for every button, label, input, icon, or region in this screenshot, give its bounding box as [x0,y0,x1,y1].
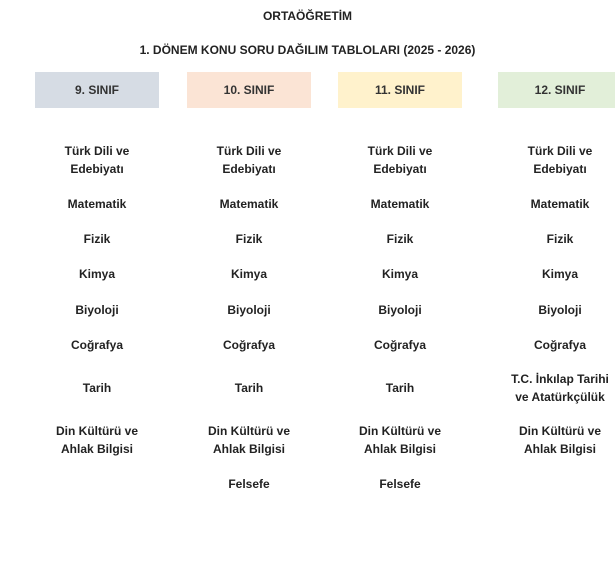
subject-kimya: Kimya [78,267,116,281]
subject-fizik: Fizik [546,232,574,246]
subject-matematik: Matematik [370,197,430,211]
subject-cografya: Coğrafya [373,338,426,352]
subject-turk-dili: Türk Dili ve Edebiyatı [527,144,593,176]
grade-header-11: 11. SINIF [338,72,462,108]
subject-biyoloji: Biyoloji [538,303,582,317]
subject-tarih: Tarih [234,381,264,395]
grade-header-10: 10. SINIF [187,72,311,108]
subject-din-kulturu: Din Kültürü ve Ahlak Bilgisi [358,424,441,456]
page-title: ORTAÖĞRETİM [262,9,353,23]
subject-cografya: Coğrafya [70,338,123,352]
subject-biyoloji: Biyoloji [378,303,422,317]
subject-fizik: Fizik [386,232,414,246]
subject-tarih: T.C. İnkılap Tarihi ve Atatürkçülük [511,372,609,404]
subject-fizik: Fizik [235,232,263,246]
subject-matematik: Matematik [530,197,590,211]
subject-cografya: Coğrafya [533,338,586,352]
subject-tarih: Tarih [385,381,415,395]
subject-cografya: Coğrafya [222,338,275,352]
page-subtitle: 1. DÖNEM KONU SORU DAĞILIM TABLOLARI (2025 - 2026) [139,43,476,57]
subject-felsefe: Felsefe [379,477,421,491]
subject-kimya: Kimya [381,267,419,281]
grade-header-12: 12. SINIF [498,72,615,108]
subject-kimya: Kimya [230,267,268,281]
subject-kimya: Kimya [541,267,579,281]
subject-fizik: Fizik [83,232,111,246]
subject-column-9 [35,0,159,573]
subject-biyoloji: Biyoloji [75,303,119,317]
subject-din-kulturu: Din Kültürü ve Ahlak Bilgisi [518,424,601,456]
subject-matematik: Matematik [67,197,127,211]
subject-turk-dili: Türk Dili ve Edebiyatı [216,144,282,176]
subject-biyoloji: Biyoloji [227,303,271,317]
subject-din-kulturu: Din Kültürü ve Ahlak Bilgisi [207,424,290,456]
subject-turk-dili: Türk Dili ve Edebiyatı [367,144,433,176]
subject-matematik: Matematik [219,197,279,211]
subject-turk-dili: Türk Dili ve Edebiyatı [64,144,130,176]
subject-tarih: Tarih [82,381,112,395]
grade-header-9: 9. SINIF [35,72,159,108]
subject-column-11 [338,0,462,573]
subject-din-kulturu: Din Kültürü ve Ahlak Bilgisi [55,424,138,456]
subject-column-10 [187,0,311,573]
subject-felsefe: Felsefe [228,477,270,491]
subject-column-12 [498,0,615,573]
